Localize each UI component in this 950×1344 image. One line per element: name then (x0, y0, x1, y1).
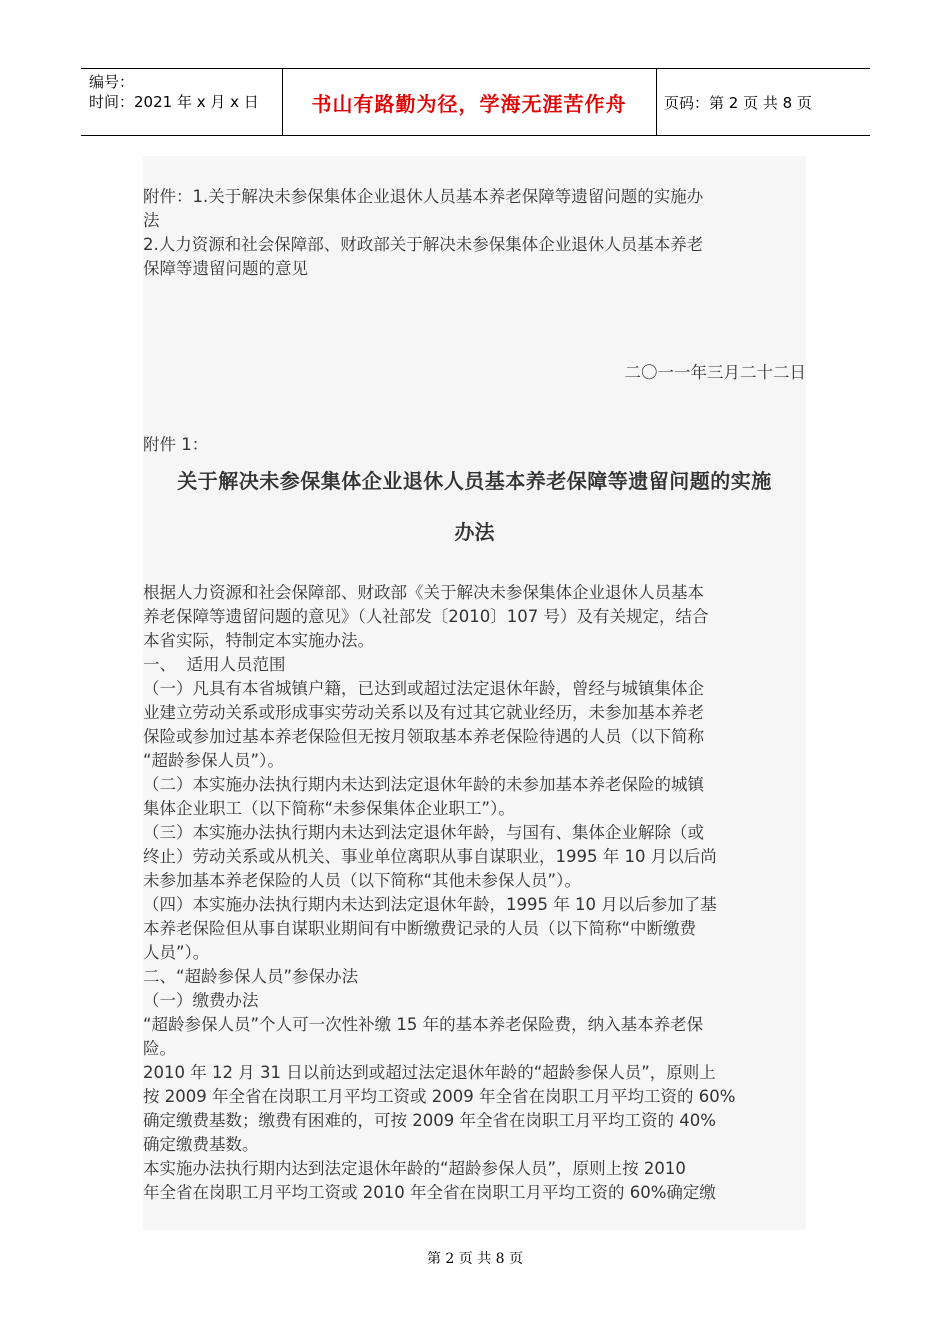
body-line: 集体企业职工（以下简称“未参保集体企业职工”）。 (143, 799, 515, 818)
header-divider-right (656, 68, 657, 136)
document-date: 二〇一一年三月二十二日 (624, 363, 806, 382)
document-body (143, 156, 806, 1202)
body-line: 未参加基本养老保险的人员（以下简称“其他未参保人员”）。 (143, 871, 581, 890)
body-line: 本实施办法执行期内达到法定退休年龄的“超龄参保人员”，原则上按 2010 (143, 1159, 686, 1178)
header-meta (89, 72, 259, 112)
attachment-line-4: 保障等遗留问题的意见 (143, 259, 308, 278)
body-line: 按 2009 年全省在岗职工月平均工资或 2009 年全省在岗职工月平均工资的 60% (143, 1087, 736, 1106)
body-text (143, 581, 806, 1205)
section-heading: 一、 适用人员范围 (143, 655, 286, 674)
body-line: 业建立劳动关系或形成事实劳动关系以及有过其它就业经历，未参加基本养老 (143, 703, 704, 722)
page-footer: 第 2 页 共 8 页 (426, 1251, 524, 1267)
attachment-line-2: 法 (143, 211, 160, 230)
body-line: 年全省在岗职工月平均工资或 2010 年全省在岗职工月平均工资的 60%确定缴 (143, 1183, 716, 1202)
body-line: 确定缴费基数；缴费有困难的，可按 2009 年全省在岗职工月平均工资的 40% (143, 1111, 716, 1130)
body-line: 确定缴费基数。 (143, 1135, 259, 1154)
document-title-line-1: 关于解决未参保集体企业退休人员基本养老保障等遗留问题的实施 (177, 469, 772, 493)
body-line: 根据人力资源和社会保障部、财政部《关于解决未参保集体企业退休人员基本 (143, 583, 704, 602)
body-line: 2010 年 12 月 31 日以前达到或超过法定退休年龄的“超龄参保人员”，原则上 (143, 1063, 716, 1082)
subsection-heading: （一）缴费办法 (143, 991, 259, 1010)
document-title-line-2: 办法 (454, 520, 495, 544)
header-time-label: 时间：2021 年 x 月 x 日 (89, 93, 259, 111)
attachment-line-1: 附件：1.关于解决未参保集体企业退休人员基本养老保障等遗留问题的实施办 (143, 187, 704, 206)
body-line: 本养老保险但从事自谋职业期间有中断缴费记录的人员（以下简称“中断缴费 (143, 919, 697, 938)
body-line: （四）本实施办法执行期内未达到法定退休年龄，1995 年 10 月以后参加了基 (143, 895, 717, 914)
body-line: 养老保障等遗留问题的意见》（人社部发〔2010〕107 号）及有关规定，结合 (143, 607, 709, 626)
header-number-label: 编号： (89, 73, 135, 91)
page-header (81, 68, 870, 136)
body-line: 人员”）。 (143, 943, 210, 962)
attachment-1-label: 附件 1： (143, 435, 209, 454)
body-line: 险。 (143, 1039, 176, 1058)
header-page-label: 页码：第 2 页 共 8 页 (664, 94, 812, 112)
header-motto: 书山有路勤为径，学海无涯苦作舟 (311, 91, 627, 116)
body-line: （三）本实施办法执行期内未达到法定退休年龄，与国有、集体企业解除（或 (143, 823, 704, 842)
section-heading: 二、“超龄参保人员”参保办法 (143, 967, 359, 986)
body-line: “超龄参保人员”个人可一次性补缴 15 年的基本养老保险费，纳入基本养老保 (143, 1015, 704, 1034)
body-line: 终止）劳动关系或从机关、事业单位离职从事自谋职业，1995 年 10 月以后尚 (143, 847, 717, 866)
body-line: （二）本实施办法执行期内未达到法定退休年龄的未参加基本养老保险的城镇 (143, 775, 704, 794)
body-line: （一）凡具有本省城镇户籍，已达到或超过法定退休年龄，曾经与城镇集体企 (143, 679, 704, 698)
attachment-line-3: 2.人力资源和社会保障部、财政部关于解决未参保集体企业退休人员基本养老 (143, 235, 704, 254)
body-line: “超龄参保人员”）。 (143, 751, 284, 770)
body-line: 保险或参加过基本养老保险但无按月领取基本养老保险待遇的人员（以下简称 (143, 727, 704, 746)
body-line: 本省实际，特制定本实施办法。 (143, 631, 374, 650)
